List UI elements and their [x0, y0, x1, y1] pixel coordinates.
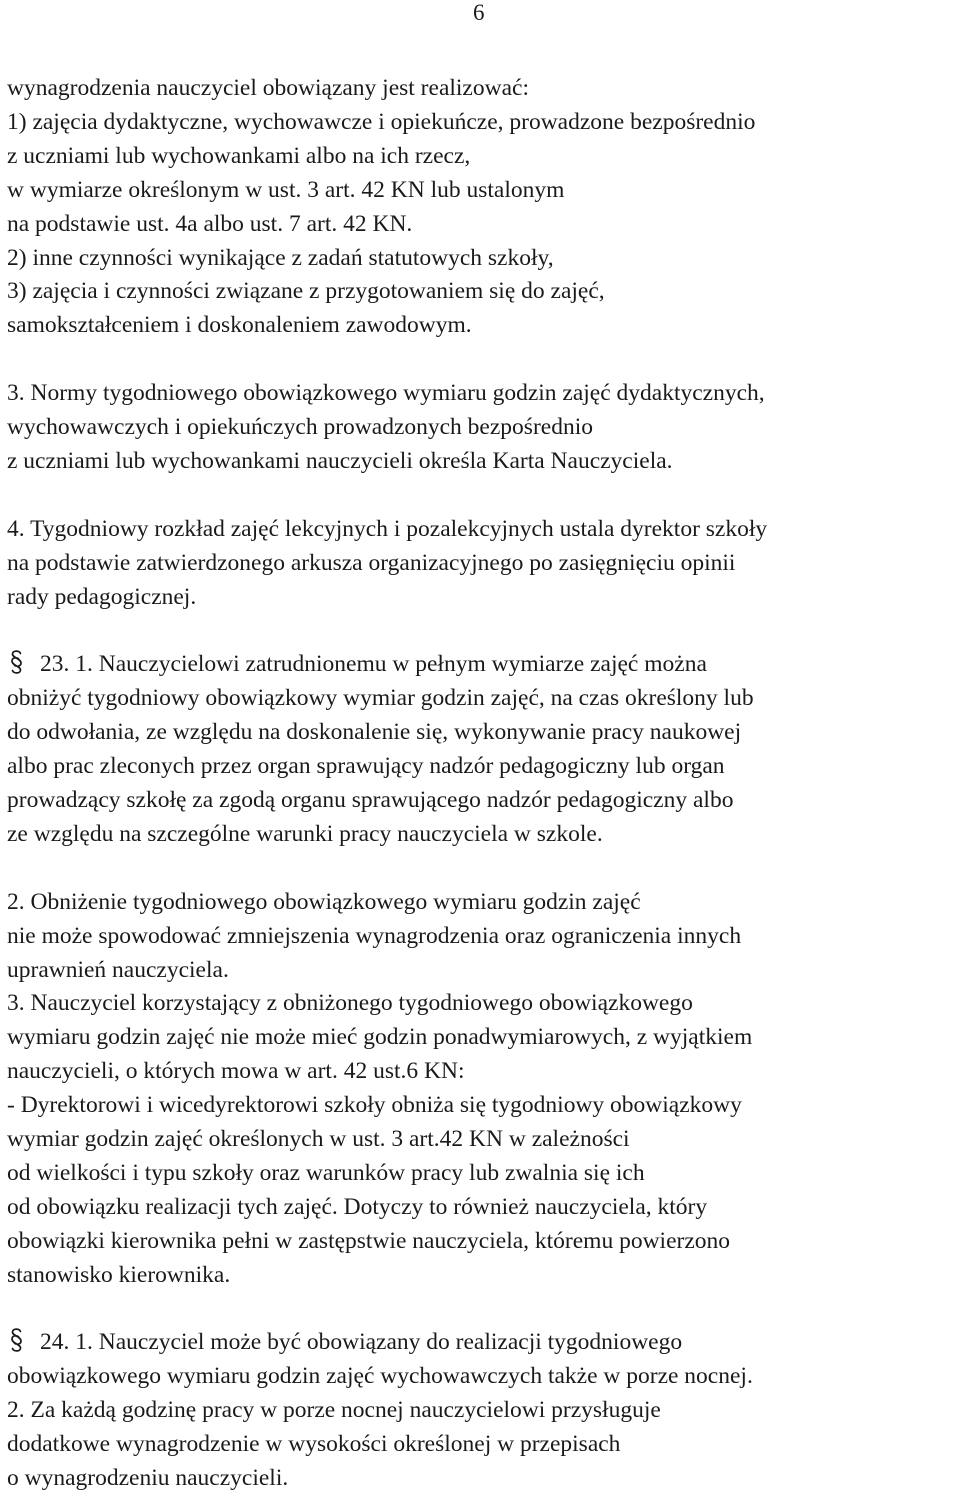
- section-heading-line: [7, 648, 957, 682]
- text-line: wymiaru godzin zajęć nie może mieć godzin ponadwymiarowych, z wyjątkiem: [7, 1024, 753, 1051]
- paragraph-norms: [7, 377, 957, 479]
- page-number: 6: [473, 0, 485, 25]
- text-line: 23. 1. Nauczycielowi zatrudnionemu w pełnym wymiarze zajęć można: [40, 651, 707, 678]
- section-sign-icon: [7, 649, 26, 675]
- text-line: samokształceniem i doskonaleniem zawodowym.: [7, 312, 472, 339]
- text-line: od wielkości i typu szkoły oraz warunków pracy lub zwalnia się ich: [7, 1159, 645, 1186]
- text-line: 1) zajęcia dydaktyczne, wychowawcze i opiekuńcze, prowadzone bezpośrednio: [7, 108, 756, 135]
- paragraph-weekly-schedule: [7, 513, 957, 615]
- paragraph-reduction: [7, 886, 957, 1293]
- text-line: 3. Nauczyciel korzystający z obniżonego tygodniowego obowiązkowego: [7, 990, 693, 1017]
- text-line: od obowiązku realizacji tych zajęć. Dotyczy to również nauczyciela, który: [7, 1193, 708, 1220]
- text-line: albo prac zleconych przez organ sprawujący nadzór pedagogiczny lub organ: [7, 753, 725, 780]
- text-line: na podstawie zatwierdzonego arkusza organizacyjnego po zasięgnięciu opinii: [7, 549, 736, 576]
- text-line: 3) zajęcia i czynności związane z przygotowaniem się do zajęć,: [7, 278, 605, 305]
- text-line: do odwołania, ze względu na doskonalenie się, wykonywanie pracy naukowej: [7, 719, 742, 746]
- text-line: nauczycieli, o których mowa w art. 42 ust.6 KN:: [7, 1058, 465, 1085]
- paragraph-gap: [7, 614, 957, 648]
- text-line: 2. Za każdą godzinę pracy w porze nocnej nauczycielowi przysługuje: [7, 1397, 661, 1424]
- section-heading-line: [7, 1326, 957, 1360]
- text-line: 2. Obniżenie tygodniowego obowiązkowego wymiaru godzin zajęć: [7, 888, 641, 915]
- paragraph-gap: [7, 852, 957, 886]
- text-line: - Dyrektorowi i wicedyrektorowi szkoły obniża się tygodniowy obowiązkowy: [7, 1092, 742, 1119]
- section-sign-icon: [7, 1327, 26, 1353]
- section-24: [7, 1326, 957, 1496]
- text-line: na podstawie ust. 4a albo ust. 7 art. 42 KN.: [7, 210, 413, 237]
- paragraph-gap: [7, 1293, 957, 1327]
- text-line: 2) inne czynności wynikające z zadań statutowych szkoły,: [7, 244, 554, 271]
- text-line: prowadzący szkołę za zgodą organu sprawującego nadzór pedagogiczny albo: [7, 786, 734, 813]
- section-23: [7, 648, 957, 851]
- text-line: 4. Tygodniowy rozkład zajęć lekcyjnych i pozalekcyjnych ustala dyrektor szkoły: [7, 515, 768, 542]
- text-line: obowiązkowego wymiaru godzin zajęć wychowawczych także w porze nocnej.: [7, 1363, 753, 1390]
- text-line: rady pedagogicznej.: [7, 583, 197, 610]
- text-line: dodatkowe wynagrodzenie w wysokości określonej w przepisach: [7, 1431, 621, 1458]
- text-line: wynagrodzenia nauczyciel obowiązany jest realizować:: [7, 75, 529, 101]
- text-line: ze względu na szczególne warunki pracy nauczyciela w szkole.: [7, 820, 603, 847]
- text-line: z uczniami lub wychowankami albo na ich rzecz,: [7, 142, 471, 169]
- text-line: 24. 1. Nauczyciel może być obowiązany do realizacji tygodniowego: [40, 1329, 683, 1356]
- text-line: 3. Normy tygodniowego obowiązkowego wymiaru godzin zajęć dydaktycznych,: [7, 380, 765, 407]
- document-body: [7, 72, 957, 1496]
- text-line: wychowawczych i opiekuńczych prowadzonych bezpośrednio: [7, 414, 593, 441]
- paragraph-gap: [7, 479, 957, 513]
- paragraph-teacher-duties: [7, 72, 957, 343]
- text-line: wymiar godzin zajęć określonych w ust. 3 art.42 KN w zależności: [7, 1126, 630, 1153]
- text-line: z uczniami lub wychowankami nauczycieli określa Karta Nauczyciela.: [7, 447, 673, 474]
- text-line: obowiązki kierownika pełni w zastępstwie nauczyciela, któremu powierzono: [7, 1227, 731, 1254]
- text-line: w wymiarze określonym w ust. 3 art. 42 KN lub ustalonym: [7, 176, 565, 203]
- text-line: o wynagrodzeniu nauczycieli.: [7, 1465, 289, 1492]
- text-line: nie może spowodować zmniejszenia wynagrodzenia oraz ograniczenia innych: [7, 922, 742, 949]
- text-line: uprawnień nauczyciela.: [7, 956, 229, 983]
- text-line: stanowisko kierownika.: [7, 1261, 231, 1288]
- text-line: obniżyć tygodniowy obowiązkowy wymiar godzin zajęć, na czas określony lub: [7, 685, 754, 712]
- paragraph-gap: [7, 343, 957, 377]
